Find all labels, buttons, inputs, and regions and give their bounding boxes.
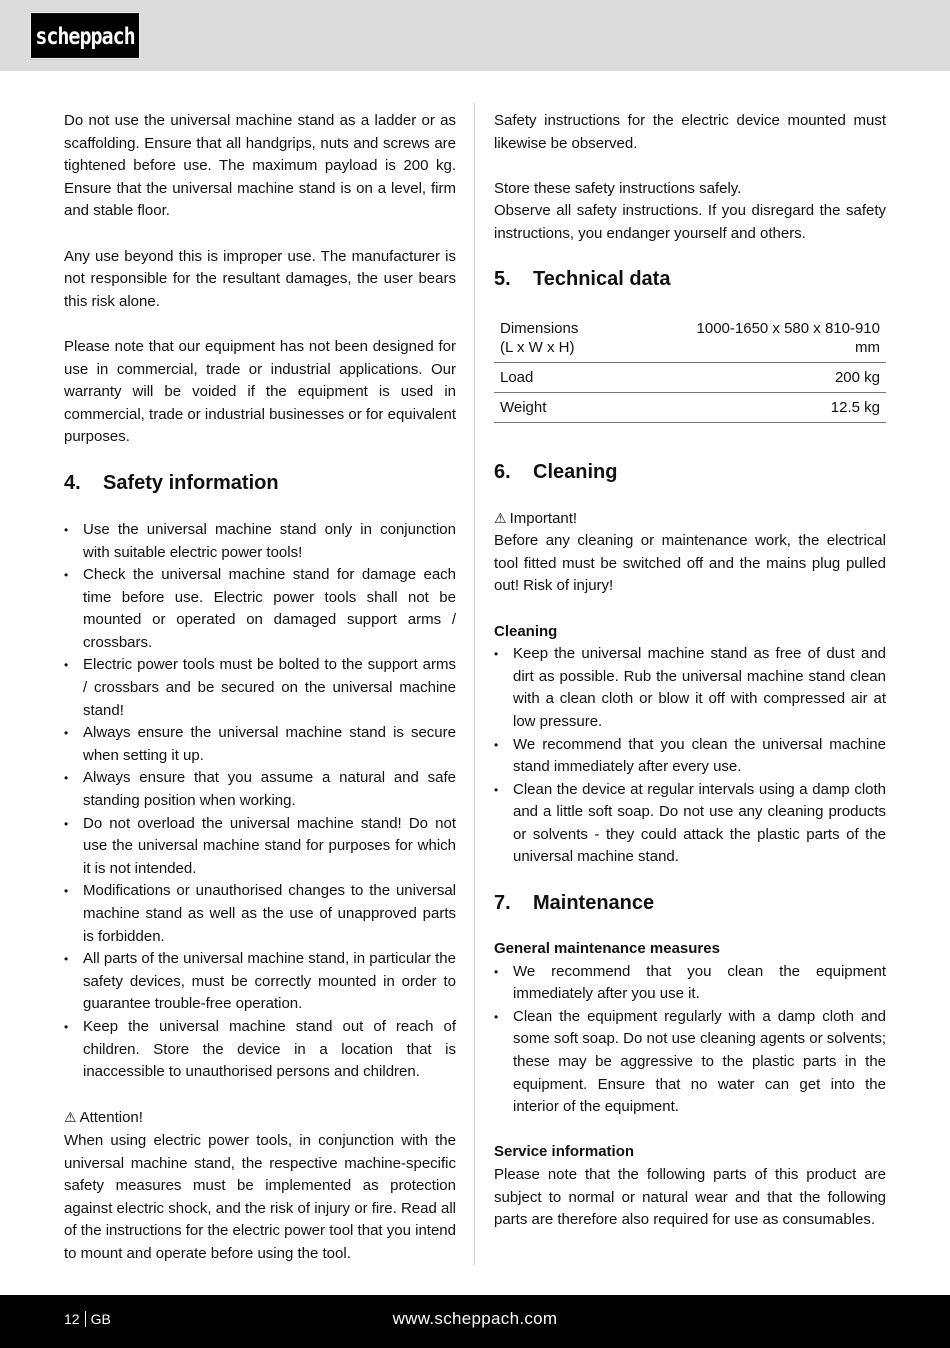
section-title: Maintenance [533,892,655,915]
table-row [494,392,886,422]
left-column [64,110,456,1266]
language-code: GB [90,1311,111,1327]
list-item: • Clean the device at regular intervals using a damp cloth and a little soft soap. Do not use any cleaning products or solvents - they could attack the plastic parts of the universal machine stand. [494,779,886,869]
list-item: • Do not overload the universal machine stand! Do not use the universal machine stand for purposes for which it is not intended. [64,813,456,881]
right-column [494,110,886,1232]
attention-label-text: Attention! [79,1109,143,1127]
section-heading-technical-data [494,267,886,291]
maintenance-bullet-list [494,961,886,1119]
attention-label [64,1106,456,1130]
service-info-text: Please note that the following parts of this product are subject to normal or natural wear and that the following parts are therefore also required for use as consumables. [494,1166,886,1229]
row-label: Load [500,368,534,386]
section-heading-safety [64,471,456,495]
intro-paragraph: Safety instructions for the electric device mounted must likewise be observed. [494,112,886,152]
section-title: Technical data [533,267,671,290]
page-header [0,0,950,71]
maintenance-subheading: General maintenance measures [494,940,720,958]
table-row [494,362,886,392]
cleaning-subheading: Cleaning [494,622,558,640]
page-footer [0,1295,950,1348]
list-item: • Use the universal machine stand only in conjunction with suitable electric power tools! [64,519,456,564]
section-title: Safety information [103,471,279,494]
page-number: 12 [64,1311,80,1327]
list-item: • Modifications or unauthorised changes to the universal machine stand as well as the use of unapproved parts is forbidden. [64,880,456,948]
section-title: Cleaning [533,460,618,483]
list-item: • All parts of the universal machine stand, in particular the safety devices, must be correctly mounted in order to guarantee trouble-free operation. [64,948,456,1016]
technical-data-table [494,314,886,423]
section-number: 6. [494,460,511,483]
important-text: Before any cleaning or maintenance work, the electrical tool fitted must be switched off and the mains plug pulled out! Risk of injury! [494,532,886,595]
row-value: 12.5 kg [830,398,880,416]
row-value: 200 kg [834,368,880,386]
scheppach-logo: scheppach [30,12,140,59]
list-item: • Clean the equipment regularly with a damp cloth and some soft soap. Do not use cleaning agents or solvents; these may be aggressive to the plastic parts in the equipment. Ensure that no water can get into the interior of the equipment. [494,1006,886,1119]
list-item: • Always ensure the universal machine stand is secure when setting it up. [64,722,456,767]
section-heading-cleaning [494,460,886,484]
row-value: 1000-1650 x 580 x 810-910 mm [696,319,880,356]
intro-paragraph: Any use beyond this is improper use. The manufacturer is not responsible for the resultant damages, the user bears this risk alone. [64,247,456,310]
table-row [494,314,886,363]
website-link[interactable]: www.scheppach.com [392,1309,558,1328]
intro-paragraph: Store these safety instructions safely. [494,179,742,197]
list-item: • We recommend that you clean the universal machine stand immediately after every use. [494,734,886,779]
intro-paragraph: Do not use the universal machine stand as a ladder or as scaffolding. Ensure that all handgrips, nuts and screws are tightened before use. The maximum payload is 200 kg. Ensure that the universal machine stand is on a level, firm and stable floor. [64,112,456,220]
section-number: 4. [64,471,81,494]
warning-triangle-icon: ⚠ [64,1109,77,1126]
intro-paragraph: Please note that our equipment has not been designed for use in commercial, trade or industrial applications. Our warranty will be voided if the equipment is used in commercial, trade or industrial businesses or for equivalent purposes. [64,337,456,446]
list-item: • Electric power tools must be bolted to the support arms / crossbars and be secured on the universal machine stand! [64,654,456,722]
row-label: Dimensions (L x W x H) [500,319,579,356]
list-item: • We recommend that you clean the equipment immediately after you use it. [494,961,886,1006]
list-item: • Check the universal machine stand for damage each time before use. Electric power tools shall not be mounted or operated on damaged support arms / crossbars. [64,564,456,654]
column-divider [474,103,475,1265]
warning-triangle-icon: ⚠ [494,509,507,526]
important-label [494,507,886,531]
section-number: 5. [494,267,511,290]
section-heading-maintenance [494,891,886,915]
list-item: • Always ensure that you assume a natural and safe standing position when working. [64,767,456,812]
row-label: Weight [500,398,547,416]
important-label-text: Important! [509,509,578,527]
list-item: • Keep the universal machine stand out of reach of children. Store the device in a location that is inaccessible to unauthorised persons and children. [64,1016,456,1084]
attention-text: When using electric power tools, in conjunction with the universal machine stand, the respective machine-specific safety measures must be implemented as protection against electric shock, and the risk of injury or fire. Read all of the instructions for the electric power tool that you intend to mount and operate before using the tool. [64,1131,456,1262]
cleaning-bullet-list [494,643,886,869]
service-info-heading: Service information [494,1143,635,1161]
list-item: • Keep the universal machine stand as free of dust and dirt as possible. Rub the universal machine stand clean with a clean cloth or blow it off with compressed air at low pressure. [494,643,886,733]
section-number: 7. [494,892,511,915]
safety-bullet-list [64,519,456,1084]
intro-paragraph: Observe all safety instructions. If you disregard the safety instructions, you endanger yourself and others. [494,202,886,242]
